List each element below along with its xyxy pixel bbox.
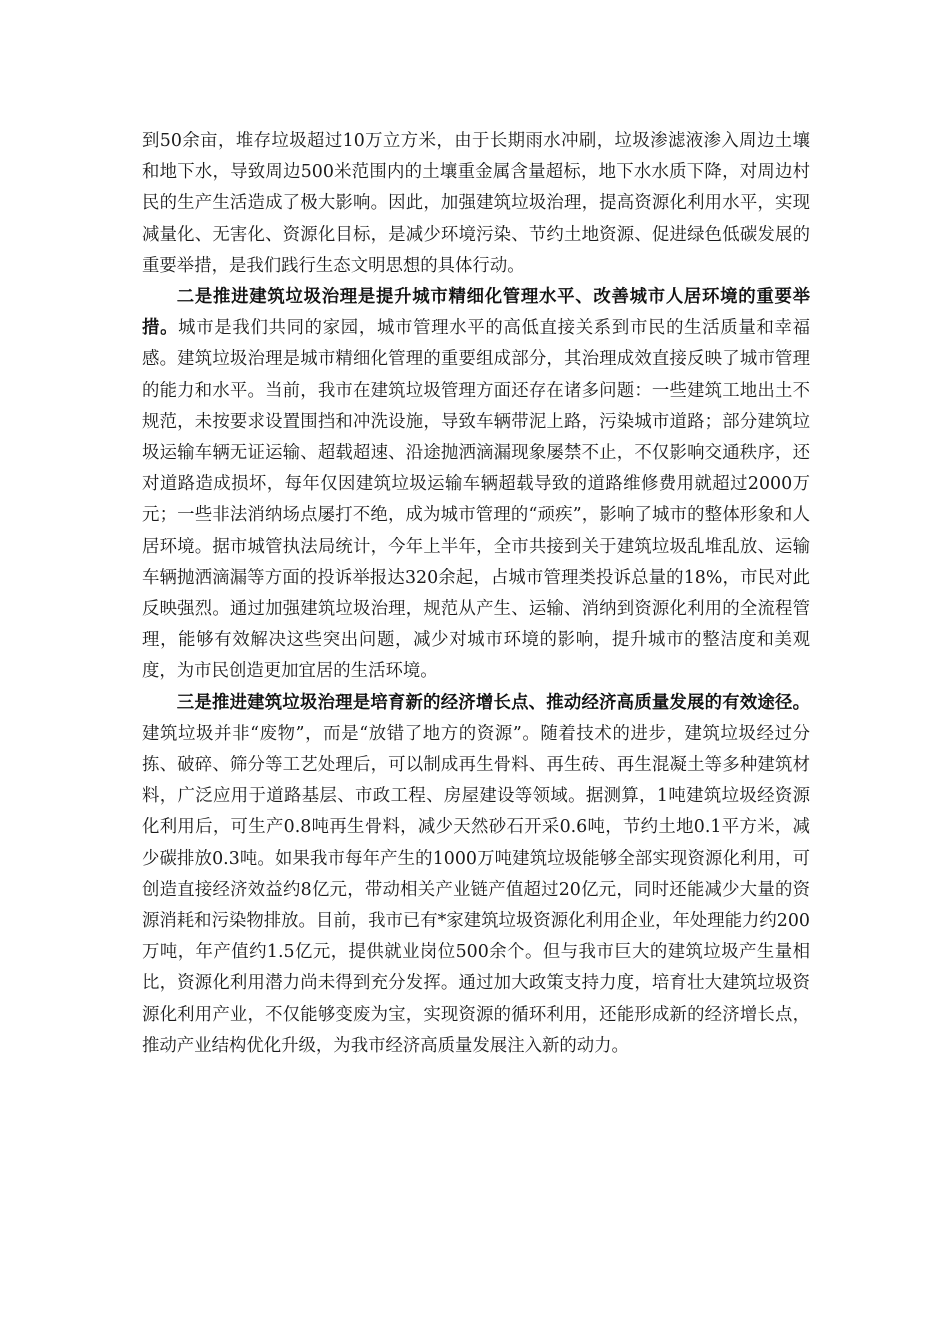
document-page bbox=[142, 126, 810, 1062]
paragraph-continuation bbox=[142, 126, 810, 282]
paragraph-lead-heading: 二是推进建筑垃圾治理是提升城市精细化管理水平、改善城市人居环境的重要举措。 bbox=[142, 287, 810, 339]
paragraph-body: 到50余亩，堆存垃圾超过10万立方米，由于长期雨水冲刷，垃圾渗滤液渗入周边土壤和地下水，导致周边500米范围内的土壤重金属含量超标，地下水水质下降，对周边村民的生产生活造成了极大影响。因此，加强建筑垃圾治理，提高资源化利用水平，实现减量化、无害化、资源化目标，是减少环境污染、节约土地资源、促进绿色低碳发展的重要举措，是我们践行生态文明思想的具体行动。 bbox=[142, 131, 810, 276]
paragraph-point-three bbox=[142, 688, 810, 1062]
paragraph-body: 建筑垃圾并非“废物”，而是“放错了地方的资源”。随着技术的进步，建筑垃圾经过分拣、破碎、筛分等工艺处理后，可以制成再生骨料、再生砖、再生混凝土等多种建筑材料，广泛应用于道路基层、市政工程、房屋建设等领域。据测算，1吨建筑垃圾经资源化利用后，可生产0.8吨再生骨料，减少天然砂石开采0.6吨，节约土地0.1平方米，减少碳排放0.3吨。如果我市每年产生的1000万吨建筑垃圾能够全部实现资源化利用，可创造直接经济效益约8亿元，带动相关产业链产值超过20亿元，同时还能减少大量的资源消耗和污染物排放。目前，我市已有*家建筑垃圾资源化利用企业，年处理能力约200万吨，年产值约1.5亿元，提供就业岗位500余个。但与我市巨大的建筑垃圾产生量相比，资源化利用潜力尚未得到充分发挥。通过加大政策支持力度，培育壮大建筑垃圾资源化利用产业，不仅能够变废为宝，实现资源的循环利用，还能形成新的经济增长点，推动产业结构优化升级，为我市经济高质量发展注入新的动力。 bbox=[142, 723, 810, 1056]
paragraph-point-two bbox=[142, 282, 810, 688]
paragraph-body: 城市是我们共同的家园，城市管理水平的高低直接关系到市民的生活质量和幸福感。建筑垃圾治理是城市精细化管理的重要组成部分，其治理成效直接反映了城市管理的能力和水平。当前，我市在建筑垃圾管理方面还存在诸多问题：一些建筑工地出土不规范，未按要求设置围挡和冲洗设施，导致车辆带泥上路，污染城市道路；部分建筑垃圾运输车辆无证运输、超载超速、沿途抛洒滴漏现象屡禁不止，不仅影响交通秩序，还对道路造成损坏，每年仅因建筑垃圾运输车辆超载导致的道路维修费用就超过2000万元；一些非法消纳场点屡打不绝，成为城市管理的“顽疾”，影响了城市的整体形象和人居环境。据市城管执法局统计，今年上半年，全市共接到关于建筑垃圾乱堆乱放、运输车辆抛洒滴漏等方面的投诉举报达320余起，占城市管理类投诉总量的18%，市民对此反映强烈。通过加强建筑垃圾治理，规范从产生、运输、消纳到资源化利用的全流程管理，能够有效解决这些突出问题，减少对城市环境的影响，提升城市的整洁度和美观度，为市民创造更加宜居的生活环境。 bbox=[142, 318, 810, 682]
paragraph-lead-heading: 三是推进建筑垃圾治理是培育新的经济增长点、推动经济高质量发展的有效途径。 bbox=[176, 692, 810, 713]
